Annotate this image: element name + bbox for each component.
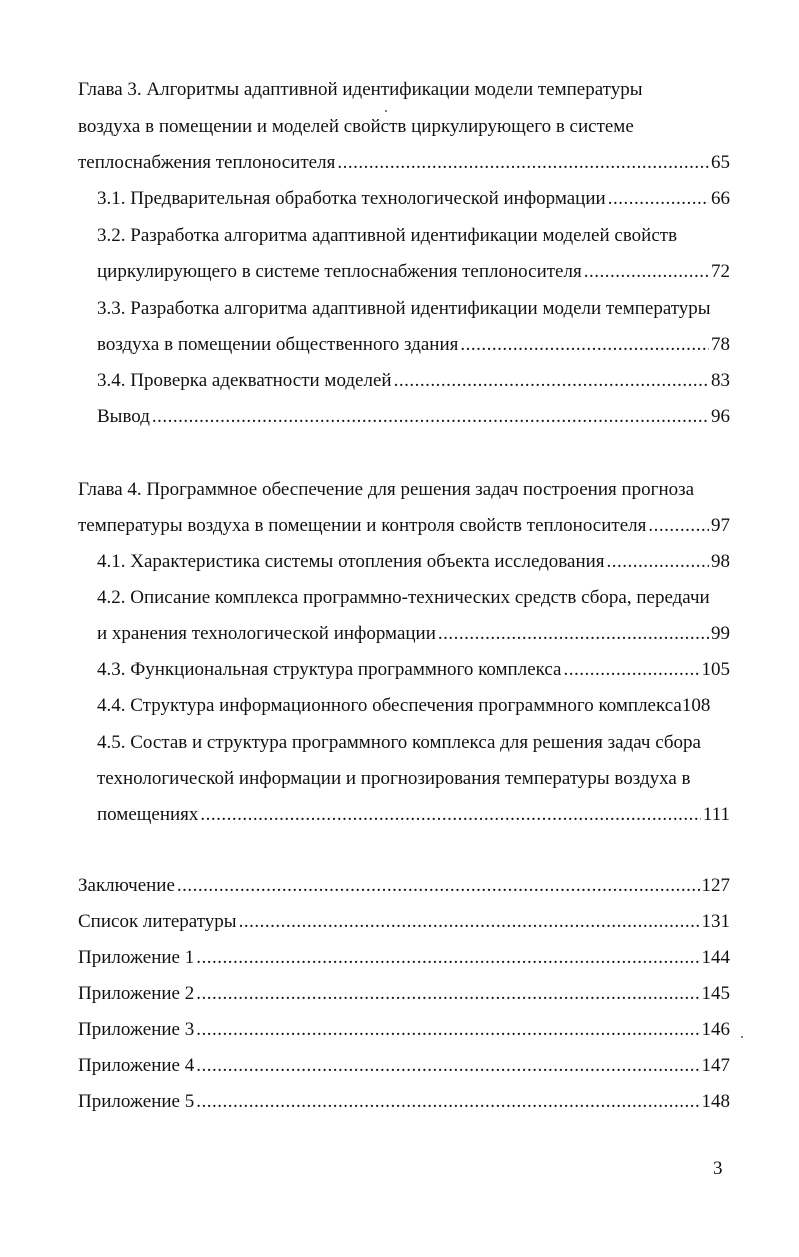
toc-entry-appendix-1[interactable] (78, 945, 730, 971)
toc-entry-title: температуры воздуха в помещении и контроля свойств теплоносителя (78, 515, 647, 536)
toc-entry-title: циркулирующего в системе теплоснабжения теплоносителя (97, 261, 582, 282)
leader-dots (239, 909, 700, 935)
toc-entry-title: помещениях (97, 804, 199, 825)
toc-entry-4-5-line-2: технологической информации и прогнозирования температуры воздуха в (97, 768, 691, 789)
toc-entry-title: Заключение (78, 875, 175, 896)
toc-entry-3-3-line-1: 3.3. Разработка алгоритма адаптивной идентификации модели температуры (97, 298, 711, 319)
leader-dots (196, 1089, 699, 1115)
toc-entry-title: Вывод (97, 406, 150, 427)
toc-entry-title: Приложение 4 (78, 1055, 195, 1076)
toc-entry-appendix-4[interactable] (78, 1053, 730, 1079)
toc-entry-3-1[interactable] (97, 186, 730, 212)
toc-entry-title: 4.3. Функциональная структура программного комплекса (97, 659, 562, 680)
leader-dots (196, 945, 699, 971)
toc-page-number: 131 (701, 911, 730, 932)
toc-entry-title: Приложение 1 (78, 947, 195, 968)
toc-entry-title: Приложение 5 (78, 1091, 195, 1112)
toc-page-number: 146 (701, 1019, 730, 1040)
chapter-3-title-line-1: Глава 3. Алгоритмы адаптивной идентификации модели температуры (78, 79, 643, 100)
leader-dots (563, 657, 699, 683)
toc-page-number: 111 (702, 804, 730, 825)
toc-entry-chapter-3[interactable] (78, 150, 730, 176)
chapter-4-title-line-1: Глава 4. Программное обеспечение для решения задач построения прогноза (78, 479, 695, 500)
leader-dots (438, 621, 709, 647)
toc-entry-3-2-line-1: 3.2. Разработка алгоритма адаптивной идентификации моделей свойств (97, 225, 678, 246)
leader-dots (177, 873, 700, 899)
scan-speck (385, 110, 387, 112)
toc-entry-4-3[interactable] (97, 657, 730, 683)
toc-page-number: 65 (711, 152, 730, 173)
toc-entry-appendix-2[interactable] (78, 981, 730, 1007)
toc-page-number: 144 (701, 947, 730, 968)
toc-page-number: 83 (711, 370, 730, 391)
toc-entry-title: 4.4. Структура информационного обеспечения программного комплекса (97, 695, 682, 716)
toc-page-number: 72 (711, 261, 730, 282)
toc-page-number: 145 (701, 983, 730, 1004)
toc-entry-title: 3.4. Проверка адекватности моделей (97, 370, 392, 391)
toc-entry-title: теплоснабжения теплоносителя (78, 152, 336, 173)
toc-page-number: 147 (701, 1055, 730, 1076)
leader-dots (394, 368, 709, 394)
toc-entry-title: 4.1. Характеристика системы отопления объекта исследования (97, 551, 605, 572)
toc-entry-title: воздуха в помещении общественного здания (97, 334, 459, 355)
toc-entry-4-4[interactable] (97, 693, 710, 719)
leader-dots (200, 802, 701, 828)
toc-entry-4-5-line-1: 4.5. Состав и структура программного комплекса для решения задач сбора (97, 732, 701, 753)
toc-page-number: 97 (711, 515, 730, 536)
toc-entry-3-4[interactable] (97, 368, 730, 394)
toc-entry-conclusion[interactable] (78, 873, 730, 899)
toc-entry-conclusion-ch3[interactable] (97, 404, 730, 430)
leader-dots (607, 549, 709, 575)
toc-entry-title: Приложение 3 (78, 1019, 195, 1040)
toc-entry-references[interactable] (78, 909, 730, 935)
toc-entry-3-2[interactable] (97, 259, 730, 285)
toc-page-number: 66 (711, 188, 730, 209)
toc-entry-4-2[interactable] (97, 621, 730, 647)
leader-dots (196, 981, 699, 1007)
chapter-3-title-line-2: воздуха в помещении и моделей свойств циркулирующего в системе (78, 116, 634, 137)
leader-dots (608, 186, 709, 212)
toc-entry-title: 3.1. Предварительная обработка технологической информации (97, 188, 606, 209)
leader-dots (460, 332, 709, 358)
toc-entry-4-5[interactable] (97, 802, 730, 828)
toc-entry-chapter-4[interactable] (78, 513, 730, 539)
toc-entry-title: Приложение 2 (78, 983, 195, 1004)
page-number: 3 (713, 1158, 723, 1179)
toc-page-number: 96 (711, 406, 730, 427)
toc-entry-appendix-5[interactable] (78, 1089, 730, 1115)
leader-dots (648, 513, 709, 539)
toc-page-number: 98 (711, 551, 730, 572)
toc-entry-title: и хранения технологической информации (97, 623, 436, 644)
toc-entry-4-1[interactable] (97, 549, 730, 575)
leader-dots (152, 404, 709, 430)
leader-dots (584, 259, 709, 285)
toc-page-number: 148 (701, 1091, 730, 1112)
toc-page-number: 99 (711, 623, 730, 644)
toc-entry-3-3[interactable] (97, 332, 730, 358)
toc-page-number: 108 (681, 695, 711, 716)
leader-dots (196, 1053, 699, 1079)
toc-entry-appendix-3[interactable] (78, 1017, 730, 1043)
toc-page-number: 78 (711, 334, 730, 355)
leader-dots (337, 150, 709, 176)
toc-entry-4-2-line-1: 4.2. Описание комплекса программно-технических средств сбора, передачи (97, 587, 710, 608)
toc-entry-title: Список литературы (78, 911, 237, 932)
leader-dots (196, 1017, 699, 1043)
toc-page-number: 127 (701, 875, 730, 896)
scan-speck (741, 1036, 743, 1038)
toc-page-number: 105 (701, 659, 730, 680)
